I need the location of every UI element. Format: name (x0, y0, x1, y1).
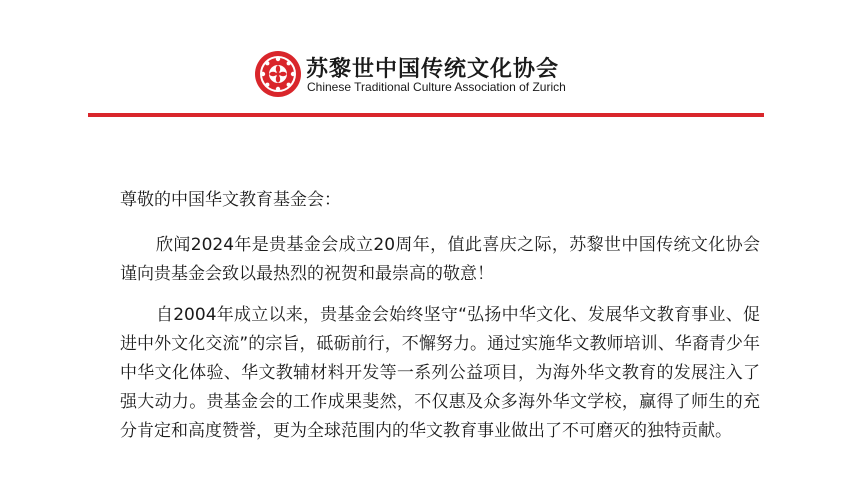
red-floral-emblem-icon (254, 50, 302, 98)
paragraph: 欣闻2024年是贵基金会成立20周年，值此喜庆之际，苏黎世中国传统文化协会谨向贵基金会致以最热烈的祝贺和最崇高的敬意！ (120, 235, 760, 284)
organization-name-english: Chinese Traditional Culture Association of Zurich (307, 80, 566, 94)
header-divider (88, 113, 764, 117)
organization-name-chinese: 苏黎世中国传统文化协会 (306, 56, 560, 82)
letterhead (0, 0, 860, 118)
salutation: 尊敬的中国华文教育基金会： (120, 190, 341, 210)
paragraph: 自2004年成立以来，贵基金会始终坚守“弘扬中华文化、发展华文教育事业、促进中外文化交流”的宗旨，砥砺前行，不懈努力。通过实施华文教师培训、华裔青少年中华文化体验、华文教辅材料开发等一系列公益项目，为海外华文教育的发展注入了强大动力。贵基金会的工作成果斐然，不仅惠及众多海外华文学校，赢得了师生的充分肯定和高度赞誉，更为全球范围内的华文教育事业做出了不可磨灭的独特贡献。 (120, 305, 760, 441)
letter-body (120, 186, 760, 458)
